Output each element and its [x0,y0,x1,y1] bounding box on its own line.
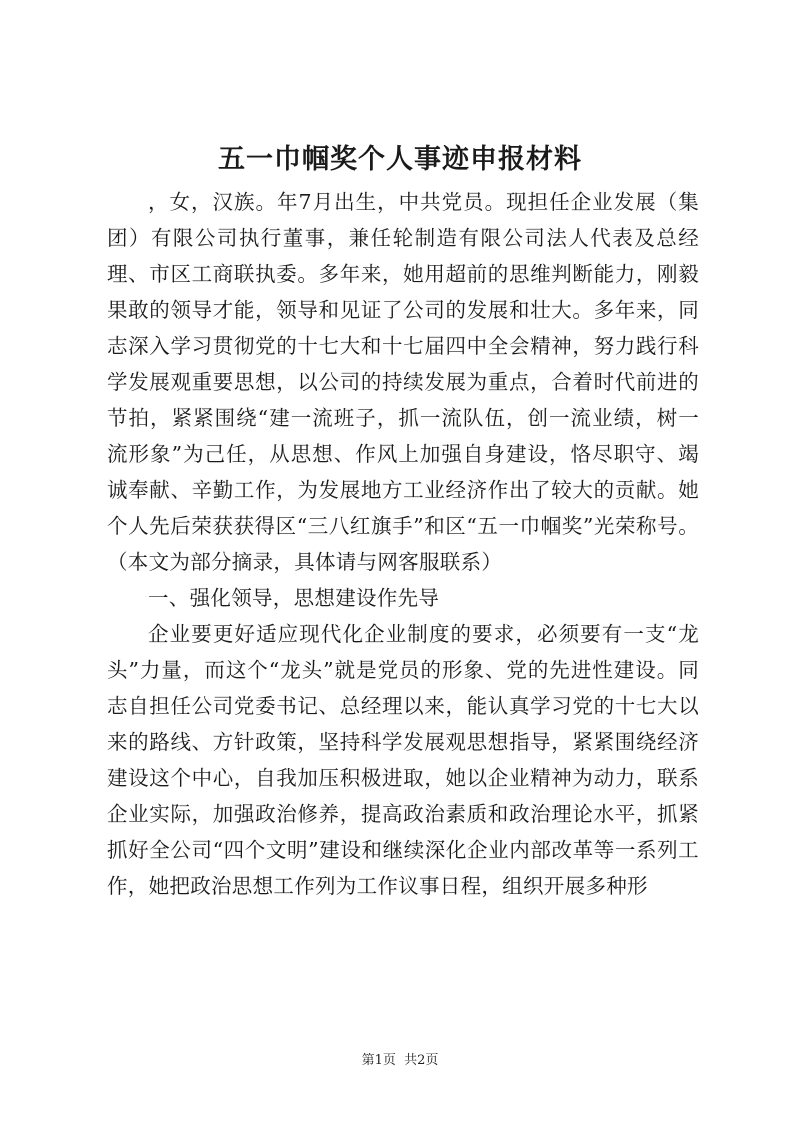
section-paragraph: 企业要更好适应现代化企业制度的要求，必须要有一支“龙头”力量，而这个“龙头”就是党员的形象、党的先进性建设。同志自担任公司党委书记、总经理以来，能认真学习党的十七大以来的路线、方针政策，坚持科学发展观思想指导，紧紧围绕经济建设这个中心，自我加压积极进取，她以企业精神为动力，联系企业实际，加强政治修养，提高政治素质和政治理论水平，抓紧抓好全公司“四个文明”建设和继续深化企业内部改革等一系列工作，她把政治思想工作列为工作议事日程，组织开展多种形 [107,622,699,898]
page-footer [0,1049,800,1068]
page-total: 共2页 [404,1053,439,1068]
page-number: 第1页 [361,1053,396,1068]
intro-paragraph: ，女，汉族。年7月出生，中共党员。现担任企业发展（集团）有限公司执行董事，兼任轮制造有限公司法人代表及总经理、市区工商联执委。多年来，她用超前的思维判断能力，刚毅果敢的领导才能，领导和见证了公司的发展和壮大。多年来，同志深入学习贯彻党的十七大和十七届四中全会精神，努力践行科学发展观重要思想，以公司的持续发展为重点，合着时代前进的节拍，紧紧围绕“建一流班子，抓一流队伍，创一流业绩，树一流形象”为己任，从思想、作风上加强自身建设，恪尽职守、竭诚奉献、辛勤工作，为发展地方工业经济作出了较大的贡献。她个人先后荣获获得区“三八红旗手”和区“五一巾帼奖”光荣称号。（本文为部分摘录，具体请与网客服联系） [107,190,699,574]
document-title: 五一巾帼奖个人事迹申报材料 [218,144,582,175]
document-body [107,184,699,904]
section-heading: 一、强化领导，思想建设作先导 [148,586,440,610]
